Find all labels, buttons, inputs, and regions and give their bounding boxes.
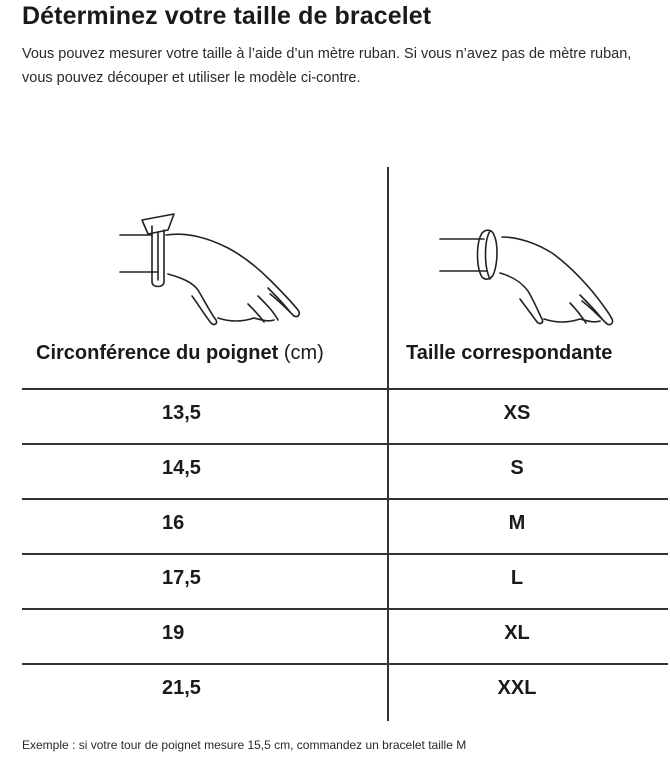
row-divider: [22, 663, 668, 665]
wrist-measuring-tape-icon: [118, 208, 308, 333]
size-value: XXL: [497, 677, 537, 699]
table-row: [22, 498, 668, 553]
table-row: [22, 388, 668, 443]
intro-text: Vous pouvez mesurer votre taille à l’aide d’un mètre ruban. Si vous n’avez pas de mètre ruban, vous pouvez découper et utiliser le modèle ci-contre.: [22, 46, 632, 86]
size-value: S: [510, 457, 524, 479]
circumference-value: 16: [162, 512, 185, 534]
table-row: [22, 663, 668, 718]
size-value: XS: [503, 402, 531, 424]
size-value: M: [508, 512, 526, 534]
example-footnote: Exemple : si votre tour de poignet mesure 15,5 cm, commandez un bracelet taille M: [22, 738, 467, 752]
size-value: XL: [504, 622, 530, 644]
header-circumference-label: Circonférence du poignet: [36, 342, 279, 364]
page-title: Déterminez votre taille de bracelet: [22, 2, 432, 30]
table-row: [22, 553, 668, 608]
header-circumference: [36, 342, 324, 365]
row-divider: [22, 388, 668, 390]
circumference-value: 14,5: [162, 457, 201, 479]
circumference-value: 21,5: [162, 677, 201, 699]
table-row: [22, 608, 668, 663]
size-value: L: [510, 567, 524, 589]
circumference-value: 17,5: [162, 567, 201, 589]
row-divider: [22, 608, 668, 610]
table-row: [22, 443, 668, 498]
row-divider: [22, 498, 668, 500]
row-divider: [22, 443, 668, 445]
circumference-value: 13,5: [162, 402, 201, 424]
row-divider: [22, 553, 668, 555]
circumference-value: 19: [162, 622, 185, 644]
header-size: Taille correspondante: [406, 342, 613, 364]
wrist-bracelet-icon: [438, 225, 618, 335]
header-unit: (cm): [283, 342, 324, 364]
